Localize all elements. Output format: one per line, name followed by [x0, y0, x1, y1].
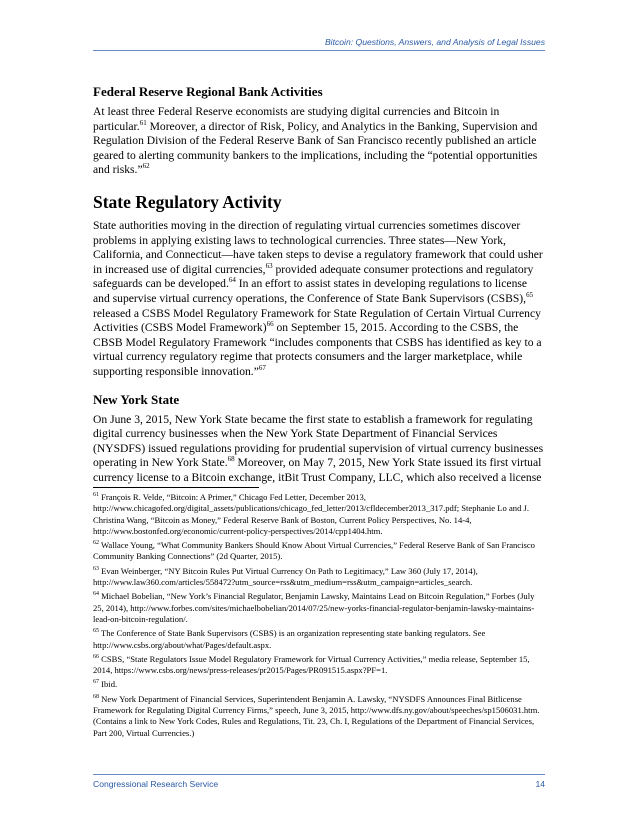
footnote-rule [93, 487, 259, 488]
footnote-text: Ibid. [99, 679, 118, 690]
footnote-67 [93, 679, 545, 690]
footnote-text: Wallace Young, “What Community Bankers Should Know About Virtual Currencies,” Federal Reserve Bank of San Francisco Community Banking Connections” (2d Quarter, 2015). [93, 540, 535, 562]
footnote-66 [93, 654, 545, 677]
text-run: on September 15, 2015. According to the CSBS, the CBSB Model Regulatory Framework “includes components that CSBS has identified as key to a virtual currency regulatory regime that protects consumers and the larger marketplace, while supporting responsible innovation.” [93, 321, 542, 378]
footnotes [93, 492, 545, 742]
text-run: In an effort to assist states in developing regulations to license and supervise virtual currency operations, the Conference of State Bank Supervisors (CSBS), [93, 277, 528, 305]
text-run: State authorities moving in the direction of regulating virtual currencies sometimes discover problems in applying existing laws to technological currencies. Three states—New York, California, and Connecticut—have taken steps to devise a regulatory framework that could usher in increased use of digital currencies, [93, 218, 543, 276]
footnote-ref[interactable]: 65 [526, 291, 534, 300]
footnote-text: CSBS, “State Regulators Issue Model Regulatory Framework for Virtual Currency Activities,” media release, September 15, 2014, https://www.csbs.org/news/press-releases/pr2015/Pages/PR091515.aspx?PF=1. [93, 653, 530, 676]
footnote-number: 62 [93, 540, 99, 547]
text-run: released a CSBS Model Regulatory Framework for State Regulation of Certain Virtual Currency Activities (CSBS Model Framework) [93, 306, 541, 335]
footnote-64 [93, 591, 545, 625]
footnote-ref[interactable]: 68 [227, 455, 235, 464]
footnote-ref[interactable]: 67 [258, 364, 266, 373]
footnote-ref[interactable]: 63 [265, 261, 273, 270]
footnote-number: 63 [93, 565, 99, 572]
text-run: Moreover, on May 7, 2015, New York State issued its first virtual currency license to a Bitcoin exchange, itBit Trust Company, LLC, which also received a license [93, 456, 542, 484]
footnote-text: Michael Bobelian, “New York’s Financial Regulator, Benjamin Lawsky, Maintains Lead on Bitcoin Regulation,” Forbes (July 25, 2014), http://www.forbes.com/sites/michaelbobelian/2014/07/25/new-yorks-financial-regulator-benjamin-lawsky-maintains-lead-on-bitcoin-regulation/. [93, 591, 535, 624]
footnote-65 [93, 628, 545, 651]
footnote-number: 65 [93, 628, 99, 635]
heading-federal-reserve: Federal Reserve Regional Bank Activities [93, 84, 323, 99]
footnote-61 [93, 492, 545, 537]
footnote-number: 66 [93, 654, 99, 660]
footer-source: Congressional Research Service [93, 779, 219, 789]
heading-new-york-state: New York State [93, 391, 180, 407]
text-run: Moreover, a director of Risk, Policy, and Analytics in the Banking, Supervision and Regulation Division of the Federal Reserve Bank of San Francisco recently published an article geared to alerting community bankers to the implications, including the “potential opportunities and risks.” [93, 119, 538, 177]
paragraph-new-york-state [93, 413, 545, 486]
header-rule [93, 50, 545, 51]
footnote-text: Evan Weinberger, “NY Bitcoin Rules Put Virtual Currency On Path to Legitimacy,” Law 360 (July 17, 2014), http://www.law360.com/articles/558472?utm_source=rss&utm_medium=rss&utm_campaign=articles_search. [93, 565, 478, 588]
footnote-text: François R. Velde, “Bitcoin: A Primer,” Chicago Fed Letter, December 2013, http://www.chicagofed.org/digital_assets/publications/chicago_fed_letter/2013/cfldecember2013_317.pdf; Stephanie Lo and J. Christina Wang, “Bitcoin as Money,” Federal Reserve Bank of Boston, Current Policy Perspectives, No. 14-4, http://www.bostonfed.org/economic/current-policy-perspectives/2014/cpp1404.htm. [93, 492, 530, 536]
paragraph-state-regulatory [93, 219, 545, 380]
footnote-number: 67 [93, 679, 99, 686]
footnote-number: 61 [93, 492, 99, 499]
paragraph-federal-reserve [93, 105, 545, 178]
footnote-text: The Conference of State Bank Supervisors (CSBS) is an organization representing state banking regulators. See http://www.csbs.org/about/what/Pages/default.aspx. [93, 628, 486, 650]
footnote-ref[interactable]: 66 [266, 320, 274, 329]
page-number: 14 [535, 779, 545, 789]
footnote-ref[interactable]: 62 [142, 162, 150, 171]
heading-state-regulatory: State Regulatory Activity [93, 191, 282, 212]
footer-rule [93, 774, 545, 775]
footnote-ref[interactable]: 64 [228, 276, 236, 285]
footnote-number: 64 [93, 591, 99, 598]
footnote-62 [93, 540, 545, 563]
running-header: Bitcoin: Questions, Answers, and Analysis of Legal Issues [324, 37, 545, 47]
page-body [93, 84, 545, 493]
footnote-ref[interactable]: 61 [139, 118, 147, 127]
footnote-text: New York Department of Financial Services, Superintendent Benjamin A. Lawsky, “NYSDFS Announces Final Bitlicense Framework for Regulating Digital Currency Firms,” speech, June 3, 2015, http://www.dfs.ny.gov/about/speeches/sp1506031.htm. (Contains a link to New York Codes, Rules and Regulations, Tit. 23, Ch. I, Regulations of the Department of Financial Services, Part 200, Virtual Currencies.) [93, 693, 540, 738]
text-run: On June 3, 2015, New York State became the first state to establish a framework for regulating digital currency businesses when the New York State Department of Financial Services (NYSDFS) issued regulations providing for prudential supervision of virtual currency businesses operating in New York State. [93, 412, 544, 470]
text-run: provided adequate consumer protections and regulatory safeguards can be developed. [93, 262, 534, 291]
text-run: At least three Federal Reserve economists are studying digital currencies and Bitcoin in particular. [93, 105, 500, 133]
footnote-68 [93, 694, 545, 739]
footnote-63 [93, 566, 545, 589]
footnote-number: 68 [93, 693, 99, 700]
